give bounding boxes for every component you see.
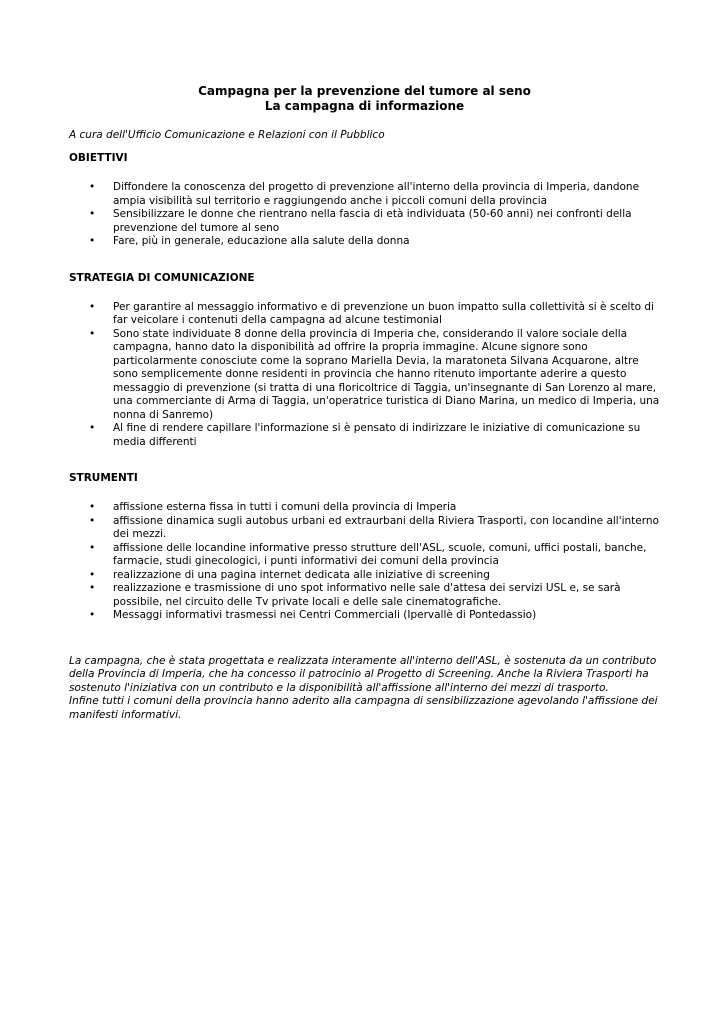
bullet-icon: • [89,327,96,340]
bullet-icon: • [89,609,96,621]
list-item [69,422,660,449]
tools-heading: STRUMENTI [69,472,138,484]
list-item [69,301,660,328]
closing-paragraph-2: Infine tutti i comuni della provincia hanno aderito alla campagna di sensibilizzazione agevolando l'affissione dei manifesti informativi. [69,695,658,721]
objectives-list [69,181,660,249]
list-item-text: Per garantire al messaggio informativo e di prevenzione un buon impatto sulla collettività si è scelto di far veicolare i contenuti della campagna ad alcune testimonial [113,300,654,326]
tools-list [69,501,660,623]
bullet-icon: • [89,300,96,313]
list-item [69,515,660,542]
bullet-icon: • [89,514,96,527]
list-item-text: Sensibilizzare le donne che rientrano nella fascia di età individuata (50-60 anni) nei confronti della prevenzione del tumore al seno [113,208,632,234]
bullet-icon: • [89,422,96,434]
list-item-text: Al fine di rendere capillare l'informazione si è pensato di indirizzare le iniziative di comunicazione su media differenti [113,422,641,448]
strategy-list [69,301,660,450]
bullet-icon: • [89,582,96,594]
bullet-icon: • [89,568,96,581]
title-line-1: Campagna per la prevenzione del tumore al seno [198,84,531,98]
list-item-text: realizzazione di una pagina internet dedicata alle iniziative di screening [113,568,490,581]
list-item [69,609,660,623]
bullet-icon: • [89,541,96,554]
closing-note [69,655,660,723]
strategy-heading: STRATEGIA DI COMUNICAZIONE [69,271,255,284]
author-line: A cura dell'Ufficio Comunicazione e Relazioni con il Pubblico [69,129,385,141]
section-spacer [69,449,660,463]
title-line-2: La campagna di informazione [264,99,465,113]
list-item [69,208,660,235]
list-item-text: realizzazione e trasmissione di uno spot informativo nelle sale d'attesa dei servizi USL e, se sarà possibile, nel circuito delle Tv private locali e delle sale cinematografiche. [113,582,621,608]
section-spacer [69,249,660,263]
list-item-text: affissione delle locandine informative presso strutture dell'ASL, scuole, comuni, uffici postali, banche, farmacie, studi ginecologici, i punti informativi dei comuni della provincia [113,541,647,567]
bullet-icon: • [89,181,96,193]
list-item-text: Messaggi informativi trasmessi nei Centri Commerciali (Ipervallè di Pontedassio) [113,609,537,621]
list-item-text: Diffondere la conoscenza del progetto di prevenzione all'interno della provincia di Imperia, dandone ampia visibilità sul territorio e raggiungendo anche i piccoli comuni della provincia [113,181,640,207]
bullet-icon: • [89,235,96,247]
bullet-icon: • [89,501,96,513]
closing-paragraph-1: La campagna, che è stata progettata e realizzata interamente all'interno dell'ASL, è sostenuta da un contributo della Provincia di Imperia, che ha concesso il patrocinio al Progetto di Screening. Anche la Riviera Trasporti ha sostenuto l'iniziativa con un contributo e la disponibilità all'affissione all'interno dei mezzi di trasporto. [69,654,657,694]
list-item-text: affissione esterna fissa in tutti i comuni della provincia di Imperia [113,501,457,513]
document-title [69,84,660,114]
list-item [69,235,660,249]
list-item [69,181,660,208]
list-item [69,328,660,423]
list-item-text: affissione dinamica sugli autobus urbani ed extraurbani della Riviera Trasporti, con locandine all'interno dei mezzi. [113,514,659,540]
objectives-heading: OBIETTIVI [69,152,128,164]
list-item-text: Sono state individuate 8 donne della provincia di Imperia che, considerando il valore sociale della campagna, hanno dato la disponibilità ad offrire la propria immagine. Alcune signore sono particolarmente conosciute come la soprano Mariella Devia, la maratoneta Silvana Acquarone, altre sono semplicemente donne residenti in provincia che hanno ritenuto importante aderire a questo messaggio di prevenzione (si tratta di una floricoltrice di Taggia, un'insegnante di San Lorenzo al mare, una commerciante di Arma di Taggia, un'operatrice turistica di Diano Marina, un medico di Imperia, una nonna di Sanremo) [113,327,660,421]
bullet-icon: • [89,208,96,220]
list-item [69,569,660,583]
list-item [69,582,660,609]
list-item [69,542,660,569]
list-item-text: Fare, più in generale, educazione alla salute della donna [113,235,410,247]
list-item [69,501,660,515]
